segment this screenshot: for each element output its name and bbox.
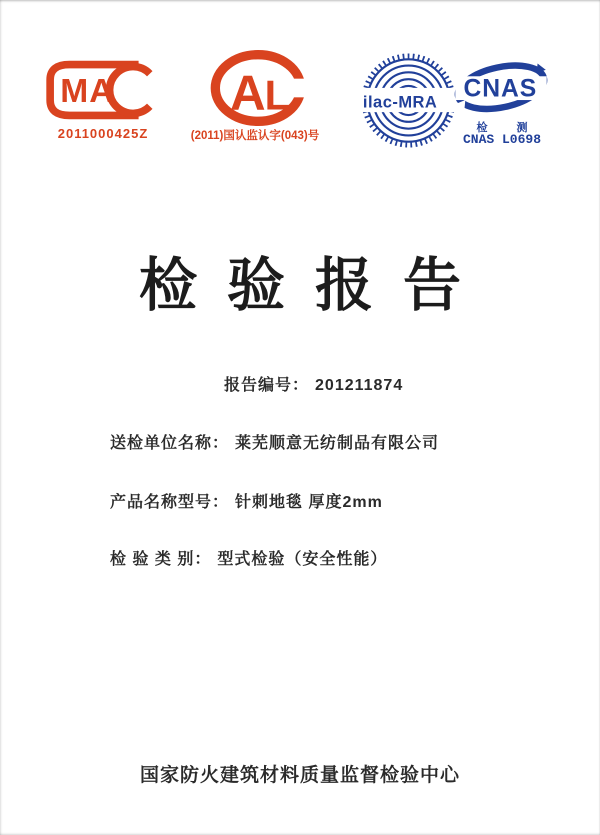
- inspection-type-label: 检 验 类 别：: [110, 551, 212, 568]
- product-name-row: [110, 489, 383, 512]
- page-title: 检验报告: [138, 253, 491, 318]
- ilac-mra-label: ilac-MRA: [362, 93, 438, 112]
- cma-registration-number: 2011000425Z: [57, 126, 149, 141]
- inspection-type-row: [110, 546, 387, 569]
- cal-stamp-icon: [203, 48, 313, 128]
- cnas-stamp-icon: [454, 58, 548, 122]
- submitting-unit-value: 莱芜顺意无纺制品有限公司: [235, 435, 440, 452]
- cma-stamp-icon: [42, 56, 164, 124]
- report-number-line: [224, 372, 403, 395]
- cal-letter-a: A: [230, 65, 266, 121]
- submitting-unit-label: 送检单位名称：: [110, 435, 230, 452]
- issuing-organization: 国家防火建筑材料质量监督检验中心: [139, 765, 460, 786]
- cnas-category-label: 检 测: [476, 122, 528, 134]
- ilac-mra-stamp-icon: [360, 52, 457, 149]
- cal-letter-l: L: [264, 72, 290, 119]
- product-name-label: 产品名称型号：: [110, 494, 230, 511]
- inspection-type-value: 型式检验（安全性能）: [217, 551, 388, 568]
- cnas-label: CNAS: [463, 75, 538, 103]
- report-number-value: 201211874: [315, 377, 404, 394]
- cal-certificate-number: (2011)国认监认字(043)号: [190, 130, 320, 142]
- report-number-label: 报告编号：: [224, 377, 310, 394]
- submitting-unit-row: [110, 430, 439, 453]
- cma-letters: MA: [60, 73, 115, 111]
- cnas-registration-number: CNAS L0698: [462, 132, 541, 147]
- product-name-value: 针刺地毯 厚度2mm: [235, 494, 383, 511]
